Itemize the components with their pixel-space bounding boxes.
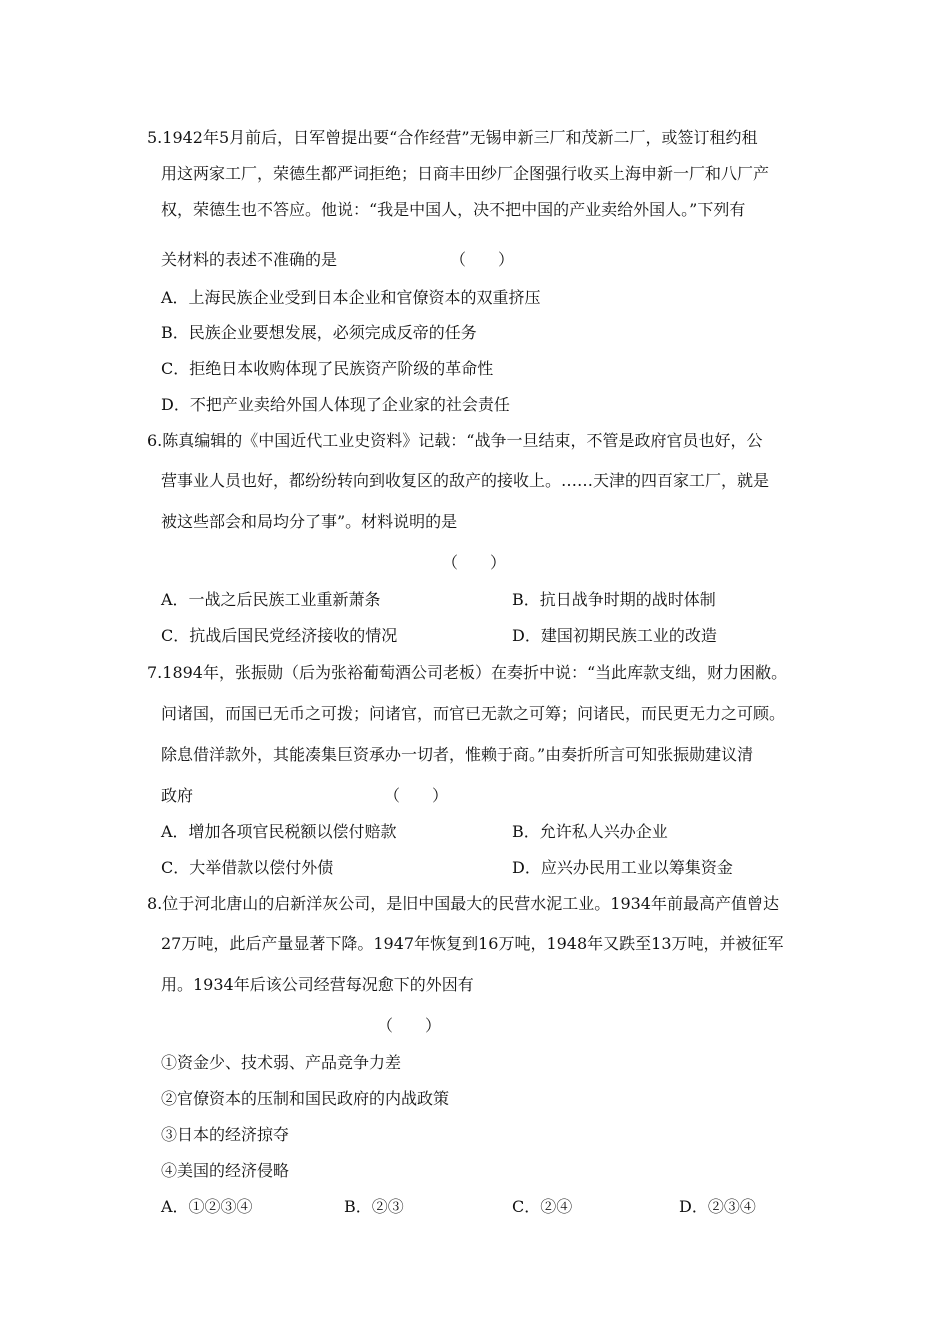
q5-option-c: C．拒绝日本收购体现了民族资产阶级的革命性: [161, 359, 494, 378]
q8-option-c: C．②④: [512, 1197, 573, 1216]
q6-stem-line-1: 6.陈真编辑的《中国近代工业史资料》记载：“战争一旦结束，不管是政府官员也好，公: [147, 431, 763, 450]
q8-item-1: ①资金少、技术弱、产品竞争力差: [161, 1053, 402, 1072]
q5-stem-line-4: 关材料的表述不准确的是: [161, 250, 338, 269]
q7-stem-line-4: 政府: [161, 786, 194, 805]
q6-option-b: B．抗日战争时期的战时体制: [512, 590, 716, 609]
q8-stem-line-2: 27万吨，此后产量显著下降。1947年恢复到16万吨，1948年又跌至13万吨，并被征军: [161, 934, 784, 953]
q6-option-a: A．一战之后民族工业重新萧条: [161, 590, 381, 609]
q7-stem-line-3: 除息借洋款外，其能凑集巨资承办一切者，惟赖于商。”由奏折所言可知张振勋建议清: [161, 745, 754, 764]
q5-stem-line-1: 5.1942年5月前后，日军曾提出要“合作经营”无锡申新三厂和茂新二厂，或签订租约租: [147, 128, 758, 147]
q5-answer-bracket: （ ）: [450, 250, 515, 269]
q5-option-a: A．上海民族企业受到日本企业和官僚资本的双重挤压: [161, 288, 541, 307]
q5-stem-line-2: 用这两家工厂，荣德生都严词拒绝；日商丰田纱厂企图强行收买上海申新一厂和八厂产: [161, 164, 770, 183]
q8-answer-bracket: （ ）: [377, 1016, 442, 1035]
q5-option-d: D．不把产业卖给外国人体现了企业家的社会责任: [161, 395, 510, 414]
q8-item-3: ③日本的经济掠夺: [161, 1125, 290, 1144]
q7-stem-line-1: 7.1894年，张振勋（后为张裕葡萄酒公司老板）在奏折中说：“当此库款支绌，财力困敝。: [147, 663, 788, 682]
q5-option-b: B．民族企业要想发展，必须完成反帝的任务: [161, 323, 477, 342]
q8-stem-line-3: 用。1934年后该公司经营每况愈下的外因有: [161, 975, 474, 994]
q8-item-4: ④美国的经济侵略: [161, 1161, 290, 1180]
q8-option-d: D．②③④: [679, 1197, 756, 1216]
q7-option-d: D．应兴办民用工业以筹集资金: [512, 858, 733, 877]
q7-option-b: B．允许私人兴办企业: [512, 822, 668, 841]
q8-option-b: B．②③: [344, 1197, 404, 1216]
q8-item-2: ②官僚资本的压制和国民政府的内战政策: [161, 1089, 450, 1108]
q7-option-a: A．增加各项官民税额以偿付赔款: [161, 822, 397, 841]
q6-answer-bracket: （ ）: [442, 553, 507, 572]
q7-stem-line-2: 问诸国，而国已无币之可拨；问诸官，而官已无款之可筹；问诸民，而民更无力之可顾。: [161, 704, 786, 723]
q6-stem-line-3: 被这些部会和局均分了事”。材料说明的是: [161, 512, 458, 531]
q8-option-a: A．①②③④: [161, 1197, 253, 1216]
q6-option-c: C．抗战后国民党经济接收的情况: [161, 626, 398, 645]
q8-stem-line-1: 8.位于河北唐山的启新洋灰公司，是旧中国最大的民营水泥工业。1934年前最高产值曾达: [147, 894, 779, 913]
q7-answer-bracket: （ ）: [384, 786, 449, 805]
q6-option-d: D．建国初期民族工业的改造: [512, 626, 717, 645]
q7-option-c: C．大举借款以偿付外债: [161, 858, 334, 877]
q5-stem-line-3: 权，荣德生也不答应。他说：“我是中国人，决不把中国的产业卖给外国人。”下列有: [161, 200, 746, 219]
q6-stem-line-2: 营事业人员也好，都纷纷转向到收复区的敌产的接收上。……天津的四百家工厂，就是: [161, 471, 770, 490]
